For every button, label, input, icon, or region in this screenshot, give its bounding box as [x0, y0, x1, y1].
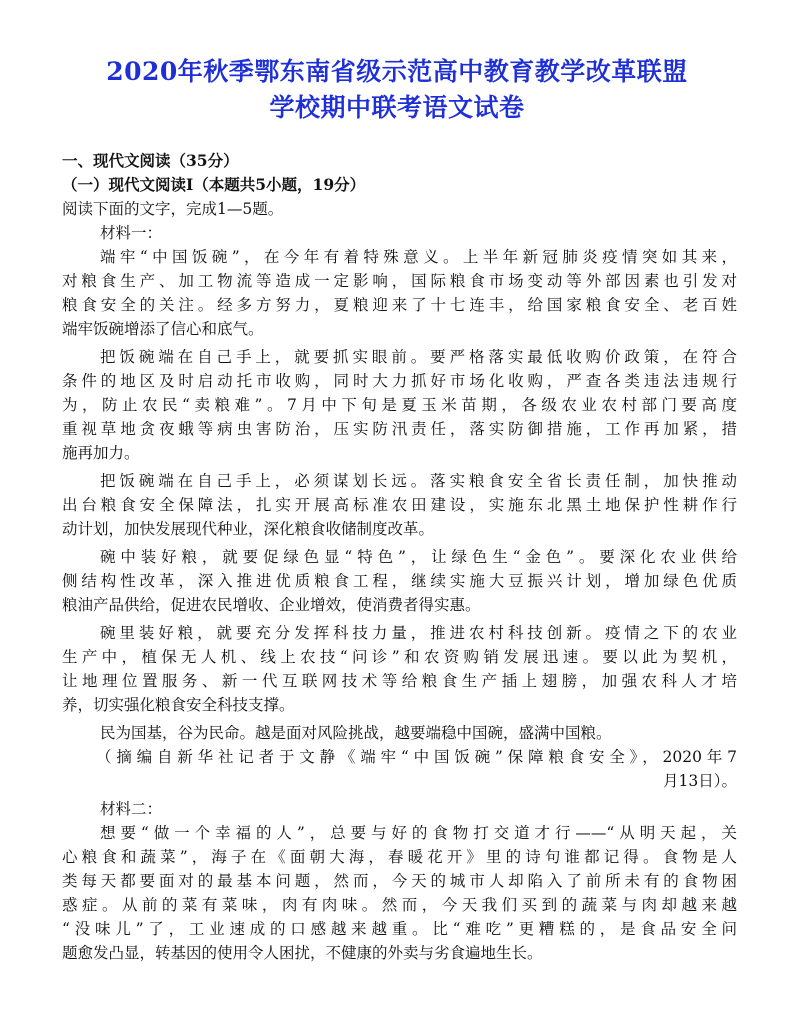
reading-instruction: 阅读下面的文字，完成1—5题。: [62, 200, 284, 218]
paragraph-line: 动计划，加快发展现代种业，深化粮食收储制度改革。: [62, 520, 435, 538]
paragraph-line: 生产中，植保无人机、线上农技“问诊”和农资购销发展迅速。要以此为契机，: [62, 648, 737, 666]
source-citation: 月13日）。: [663, 772, 737, 790]
paragraph-line: 养，切实强化粮食安全科技支撑。: [62, 696, 295, 714]
paragraph-line: 粮食安全的关注。经多方努力，夏粮迎来了十七连丰，给国家粮食安全、老百姓: [62, 296, 737, 314]
paragraph-line: 把饭碗端在自己手上，就要抓实眼前。要严格落实最低收购价政策，在符合: [100, 348, 737, 366]
paragraph-line: 端牢饭碗增添了信心和底气。: [62, 320, 264, 338]
exam-title-line-1: 2020年秋季鄂东南省级示范高中教育教学改革联盟: [106, 57, 688, 86]
paragraph-line: 心粮食和蔬菜”，海子在《面朝大海，春暖花开》里的诗句谁都记得。食物是人: [62, 848, 737, 866]
paragraph-line: 类每天都要面对的最基本问题，然而，今天的城市人却陷入了前所未有的食物困: [62, 872, 737, 890]
exam-title-line-2: 学校期中联考语文试卷: [269, 93, 525, 122]
paragraph-line: 题愈发凸显，转基因的使用令人困扰，不健康的外卖与劣食遍地生长。: [62, 944, 543, 962]
paragraph-line: 想要“做一个幸福的人”，总要与好的食物打交道才行——“从明天起，关: [100, 824, 737, 842]
material-one-label: 材料一：: [100, 224, 163, 242]
paragraph-line: 惑症。从前的菜有菜味，肉有肉味。然而，今天我们买到的蔬菜与肉却越来越: [62, 896, 737, 914]
paragraph-line: 施再加力。: [62, 444, 140, 462]
section-heading: 一、现代文阅读（35分）: [62, 151, 239, 170]
paragraph-line: 出台粮食安全保障法，扎实开展高标准农田建设，实施东北黑土地保护性耕作行: [62, 496, 737, 514]
section-subheading: （一）现代文阅读Ⅰ（本题共5小题，19分）: [62, 175, 366, 194]
paragraph-line: 条件的地区及时启动托市收购，同时大力抓好市场化收购，严查各类违法违规行: [62, 372, 737, 390]
paragraph-line: “没味儿”了，工业速成的口感越来越重。比“难吃”更糟糕的，是食品安全问: [62, 920, 737, 938]
paragraph-line: 端牢“中国饭碗”，在今年有着特殊意义。上半年新冠肺炎疫情突如其来，: [100, 248, 737, 266]
paragraph-line: 粮油产品供给，促进农民增收、企业增效，使消费者得实惠。: [62, 596, 481, 614]
paragraph-line: 为，防止农民“卖粮难”。7月中下旬是夏玉米苗期，各级农业农村部门要高度: [62, 396, 737, 414]
paragraph-line: 碗中装好粮，就要促绿色显“特色”，让绿色生“金色”。要深化农业供给: [100, 548, 737, 566]
paragraph-line: 把饭碗端在自己手上，必须谋划长远。落实粮食安全省长责任制，加快推动: [100, 472, 737, 490]
paragraph-line: 民为国基，谷为民命。越是面对风险挑战，越要端稳中国碗，盛满中国粮。: [100, 724, 612, 742]
paragraph-line: 对粮食生产、加工物流等造成一定影响，国际粮食市场变动等外部因素也引发对: [62, 272, 737, 290]
source-citation: （摘编自新华社记者于文静《端牢“中国饭碗”保障粮食安全》，2020年7: [96, 748, 737, 766]
paragraph-line: 让地理位置服务、新一代互联网技术等给粮食生产插上翅膀，加强农科人才培: [62, 672, 737, 690]
paragraph-line: 侧结构性改革，深入推进优质粮食工程，继续实施大豆振兴计划，增加绿色优质: [62, 572, 737, 590]
material-two-label: 材料二：: [100, 800, 163, 818]
paragraph-line: 重视草地贪夜蛾等病虫害防治，压实防汛责任，落实防御措施，工作再加紧，措: [62, 420, 737, 438]
paragraph-line: 碗里装好粮，就要充分发挥科技力量，推进农村科技创新。疫情之下的农业: [100, 624, 737, 642]
